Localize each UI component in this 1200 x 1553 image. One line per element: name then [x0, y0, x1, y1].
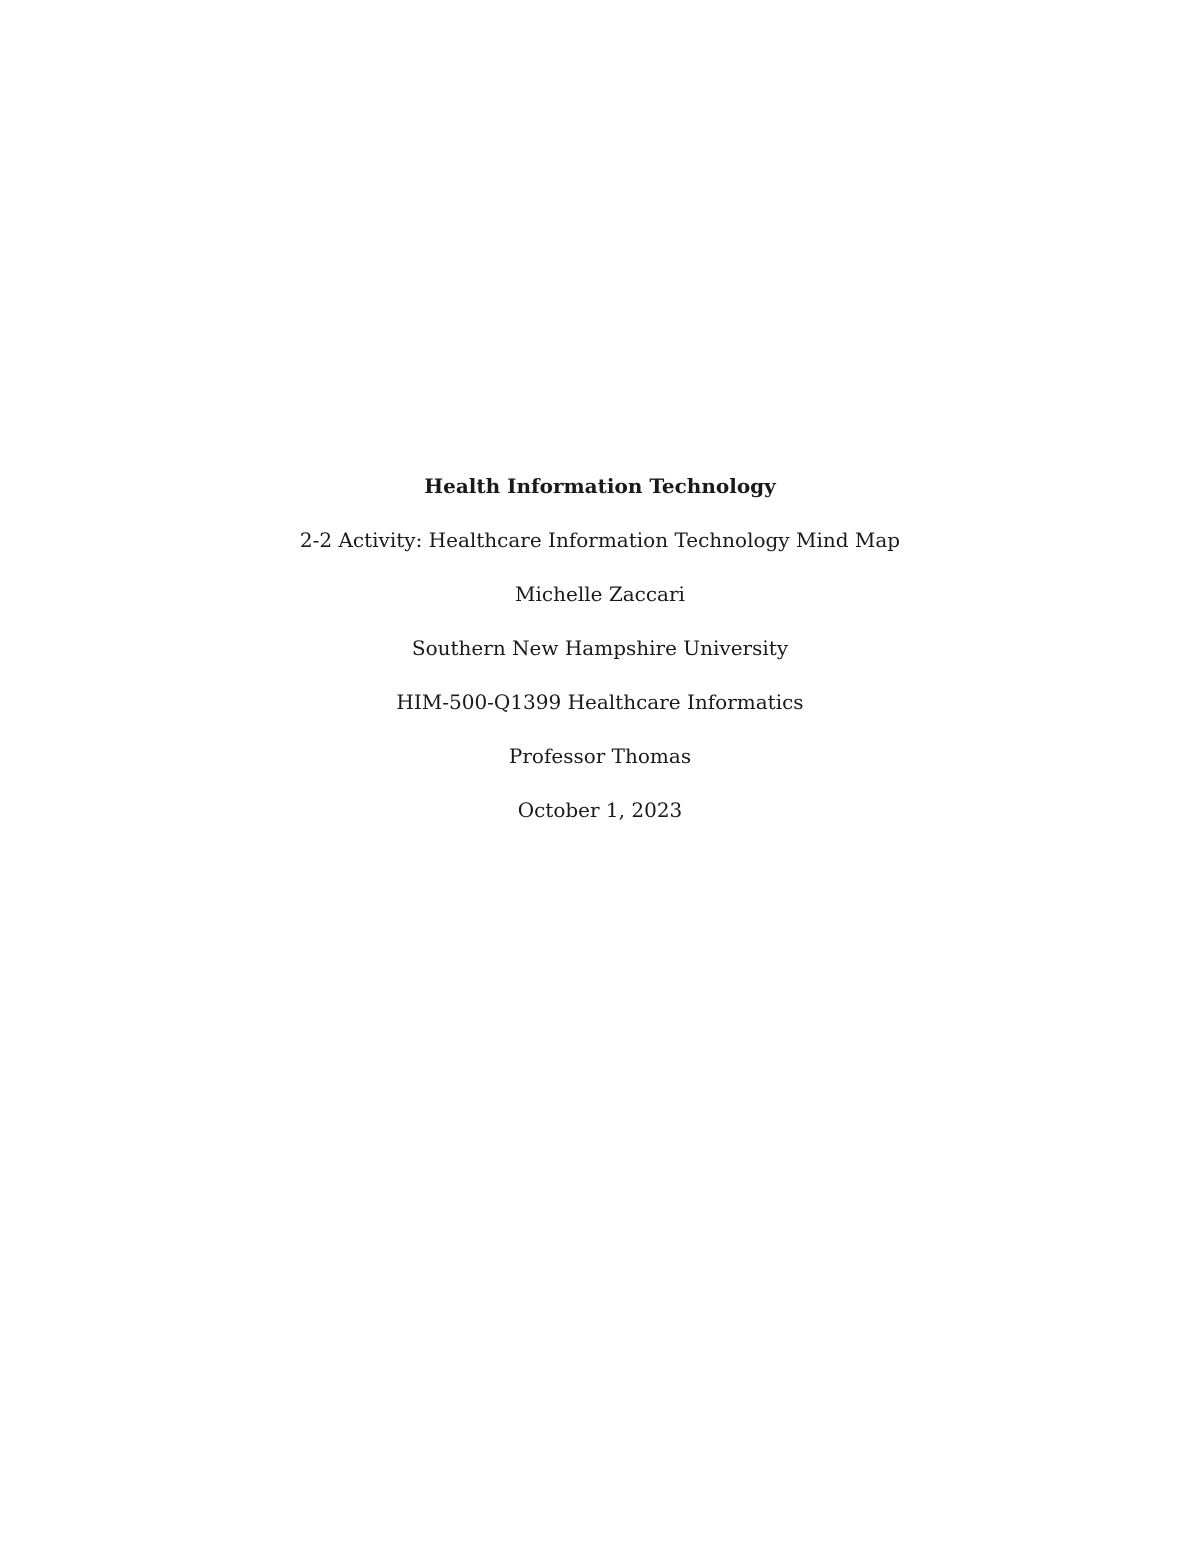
title-page-block: [0, 469, 1200, 847]
submission-date: October 1, 2023: [517, 798, 683, 822]
paper-title: Health Information Technology: [424, 474, 776, 498]
course-name: HIM-500-Q1399 Healthcare Informatics: [396, 690, 804, 714]
author-name: Michelle Zaccari: [515, 582, 685, 606]
instructor-name: Professor Thomas: [508, 744, 692, 768]
institution-name: Southern New Hampshire University: [411, 636, 789, 660]
assignment-name: 2-2 Activity: Healthcare Information Technology Mind Map: [299, 528, 901, 552]
